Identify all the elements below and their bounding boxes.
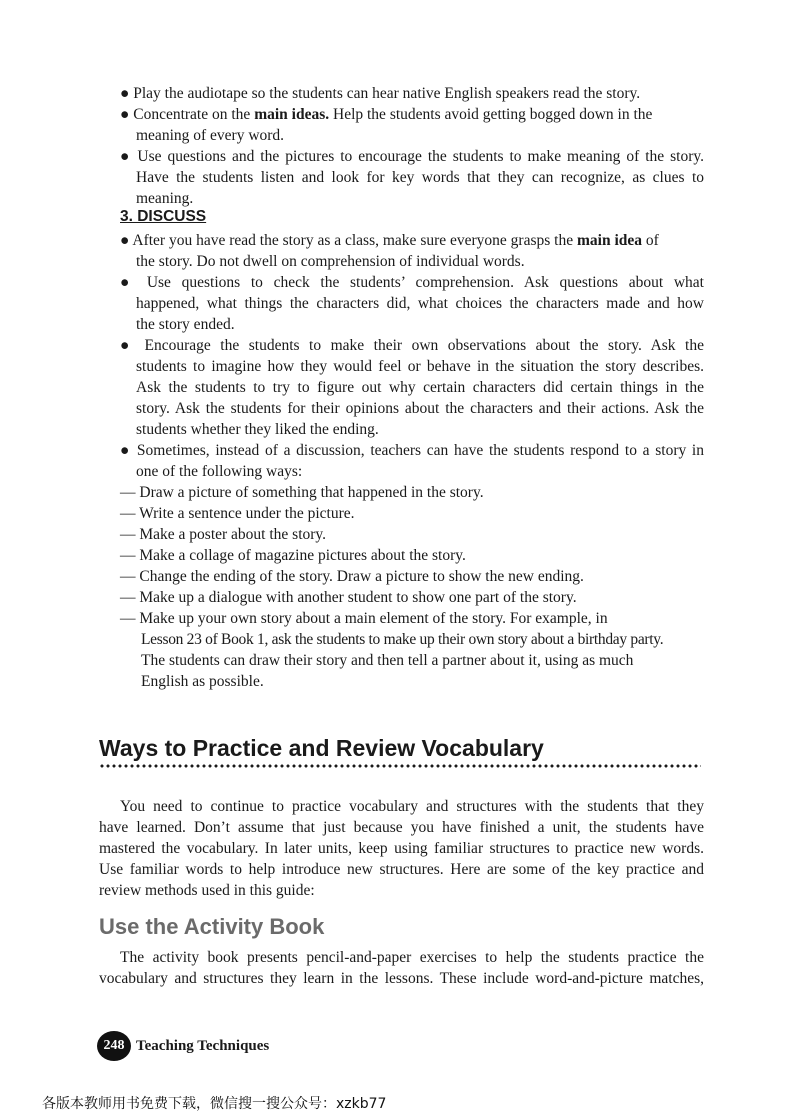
- bullet-encourage-observations: ● Encourage the students to make their own observations about the story. Ask the: [120, 337, 704, 354]
- bold-main-idea: main idea: [576, 232, 643, 249]
- text-line: students to imagine how they would feel or behave in the situation the story describes.: [136, 358, 704, 375]
- dash-item: — Make up your own story about a main element of the story. For example, in: [120, 610, 608, 627]
- paragraph-line: You need to continue to practice vocabulary and structures with the students that they: [120, 798, 704, 815]
- discuss-heading: 3. DISCUSS: [120, 208, 207, 225]
- text-segment: of: [642, 232, 659, 249]
- bullet-use-questions: ● Use questions and the pictures to encourage the students to make meaning of the story.: [120, 148, 704, 165]
- dotted-rule: [99, 764, 701, 768]
- dash-item: — Make a collage of magazine pictures about the story.: [120, 547, 466, 564]
- text-line: the story ended.: [136, 316, 235, 333]
- text-line: English as possible.: [141, 673, 264, 690]
- text-segment: ● After you have read the story as a class, make sure everyone grasps the: [120, 232, 577, 249]
- bullet-check-comprehension: ● Use questions to check the students’ comprehension. Ask questions about what: [120, 274, 704, 291]
- text-line: one of the following ways:: [136, 463, 303, 480]
- dash-item: — Make a poster about the story.: [120, 526, 327, 543]
- text-line: students whether they liked the ending.: [136, 421, 379, 438]
- text-line: happened, what things the characters did, what choices the characters made and how: [136, 295, 704, 312]
- text-line: The students can draw their story and then tell a partner about it, using as much: [141, 652, 634, 669]
- section-title-vocabulary: Ways to Practice and Review Vocabulary: [99, 735, 544, 761]
- text-line: meaning.: [136, 190, 194, 207]
- paragraph-line: have learned. Don’t assume that just because you have finished a unit, the students have: [99, 819, 704, 836]
- dash-item: — Make up a dialogue with another student to show one part of the story.: [120, 589, 577, 606]
- paragraph-line: The activity book presents pencil-and-paper exercises to help the students practice the: [120, 949, 704, 966]
- bullet-after-reading: [120, 230, 659, 251]
- text-line: Have the students listen and look for key words that they can recognize, as clues to: [136, 169, 704, 186]
- text-line: Lesson 23 of Book 1, ask the students to make up their own story about a birthday party.: [141, 631, 664, 648]
- footer-section-label: Teaching Techniques: [136, 1038, 270, 1054]
- bullet-alternatives: ● Sometimes, instead of a discussion, teachers can have the students respond to a story in: [120, 442, 704, 459]
- watermark-text: 各版本教师用书免费下载，微信搜一搜公众号：xzkb77: [42, 1096, 387, 1112]
- bullet-play-audiotape: ● Play the audiotape so the students can hear native English speakers read the story.: [120, 85, 641, 102]
- section-title-activity-book: Use the Activity Book: [99, 914, 325, 939]
- bold-main-ideas: main ideas.: [254, 106, 330, 123]
- page-number-badge: 248: [97, 1031, 131, 1061]
- text-line: story. Ask the students for their opinions about the characters and their actions. Ask the: [136, 400, 704, 417]
- text-line: meaning of every word.: [136, 127, 285, 144]
- text-segment: ● Concentrate on the: [120, 106, 255, 123]
- paragraph-line: vocabulary and structures they learn in the lessons. These include word-and-picture matches,: [99, 970, 704, 987]
- bullet-main-ideas: [120, 104, 704, 125]
- dash-item: — Write a sentence under the picture.: [120, 505, 355, 522]
- dash-item: — Draw a picture of something that happened in the story.: [120, 484, 484, 501]
- text-line: the story. Do not dwell on comprehension of individual words.: [136, 253, 525, 270]
- paragraph-line: mastered the vocabulary. In later units, keep using familiar structures to practice new words.: [99, 840, 704, 857]
- paragraph-line: review methods used in this guide:: [99, 882, 315, 899]
- text-line: Ask the students to try to figure out why certain characters did certain things in the: [136, 379, 704, 396]
- dash-item: — Change the ending of the story. Draw a picture to show the new ending.: [120, 568, 584, 585]
- paragraph-line: Use familiar words to help introduce new structures. Here are some of the key practice and: [99, 861, 704, 878]
- text-segment: Help the students avoid getting bogged down in the: [329, 106, 653, 123]
